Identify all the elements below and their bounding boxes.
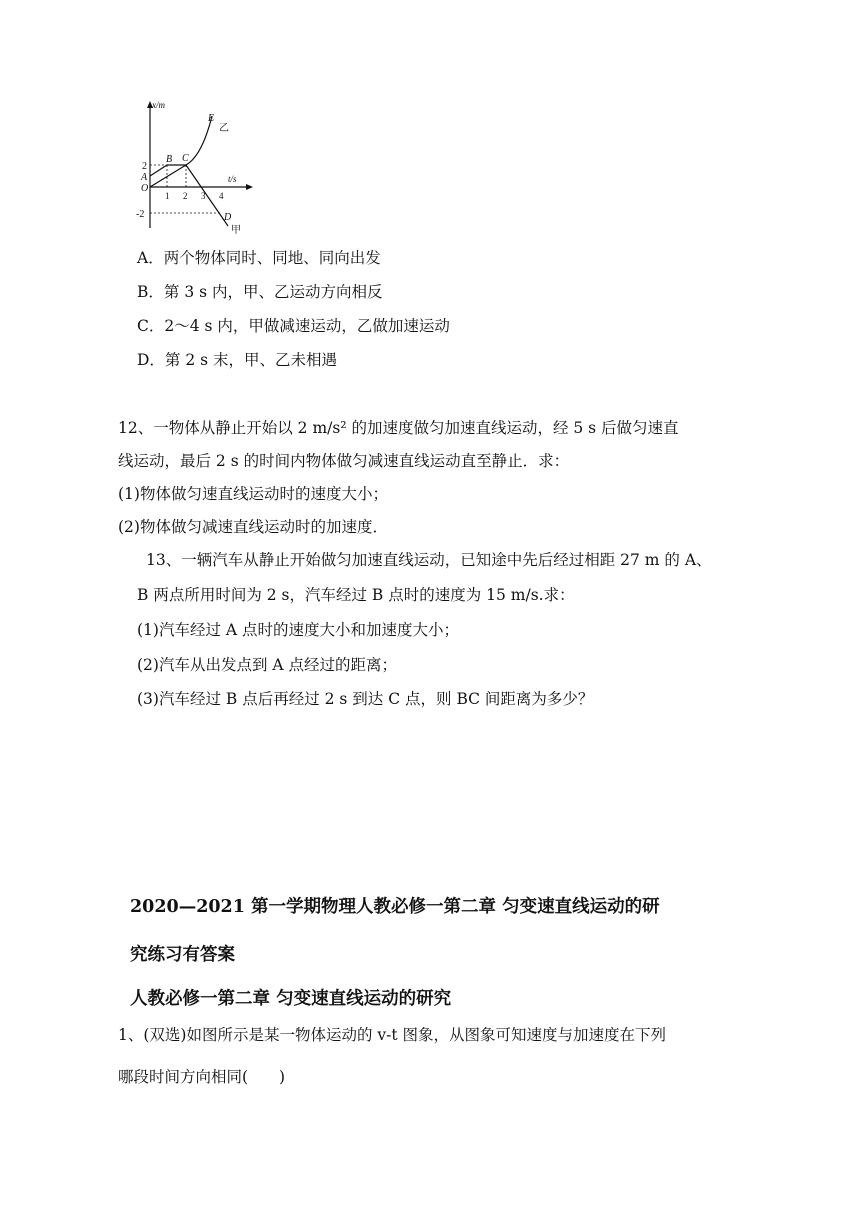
x-axis-label: t/s xyxy=(228,174,237,184)
jia-line xyxy=(150,165,228,226)
y-tick-minus2: -2 xyxy=(136,209,145,220)
yi-curve xyxy=(150,116,212,187)
point-label-b: B xyxy=(166,154,173,165)
x-tick-1: 1 xyxy=(165,191,170,201)
q13-line2: B 两点所用时间为 2 s，汽车经过 B 点时的速度为 15 m/s.求： xyxy=(137,586,575,604)
point-label-e: E xyxy=(208,113,215,124)
q1-line2: 哪段时间方向相同( ) xyxy=(118,1068,286,1086)
curve-label-jia: 甲 xyxy=(231,225,241,236)
point-label-d: D xyxy=(224,212,232,223)
q12-sub1: (1)物体做匀速直线运动时的速度大小； xyxy=(118,485,388,503)
q13-sub3: (3)汽车经过 B 点后再经过 2 s 到达 C 点，则 BC 间距离为多少？ xyxy=(137,690,594,708)
q12-line1: 12、一物体从静止开始以 2 m/s² 的加速度做匀加速直线运动，经 5 s 后做匀速直 xyxy=(118,419,679,437)
q12-line2: 线运动，最后 2 s 的时间内物体做匀减速直线运动直至静止．求： xyxy=(118,452,570,470)
y-tick-2: 2 xyxy=(142,161,147,172)
chapter-subheading: 人教必修一第二章 匀变速直线运动的研究 xyxy=(130,989,452,1009)
q11-option-b: B．第 3 s 内，甲、乙运动方向相反 xyxy=(137,283,383,301)
x-tick-4: 4 xyxy=(219,191,224,201)
q13-line1: 13、一辆汽车从静止开始做匀加速直线运动，已知途中先后经过相距 27 m 的 A、 xyxy=(146,551,712,569)
x-t-graph-figure xyxy=(130,98,260,238)
q11-option-a: A．两个物体同时、同地、同向出发 xyxy=(137,249,381,267)
point-label-c: C xyxy=(182,153,189,164)
q12-sub2: (2)物体做匀减速直线运动时的加速度． xyxy=(118,518,388,536)
q11-option-c: C．2～4 s 内，甲做减速运动，乙做加速运动 xyxy=(137,317,450,335)
x-tick-3: 3 xyxy=(201,191,206,201)
curve-label-yi: 乙 xyxy=(219,123,229,134)
y-axis-label: x/m xyxy=(152,100,165,110)
x-tick-2: 2 xyxy=(183,191,188,201)
point-label-a: A xyxy=(141,172,148,183)
x-axis-arrow xyxy=(246,184,253,190)
q1-line1: 1、(双选)如图所示是某一物体运动的 v-t 图象，从图象可知速度与加速度在下列 xyxy=(118,1026,667,1044)
origin-label: O xyxy=(141,183,149,194)
q13-sub1: (1)汽车经过 A 点时的速度大小和加速度大小； xyxy=(137,621,460,639)
section-heading-line1: 2020—2021 第一学期物理人教必修一第二章 匀变速直线运动的研 xyxy=(130,897,660,917)
section-heading-line2: 究练习有答案 xyxy=(130,945,235,965)
q11-option-d: D．第 2 s 末，甲、乙未相遇 xyxy=(137,351,338,369)
q13-sub2: (2)汽车从出发点到 A 点经过的距离； xyxy=(137,656,398,674)
